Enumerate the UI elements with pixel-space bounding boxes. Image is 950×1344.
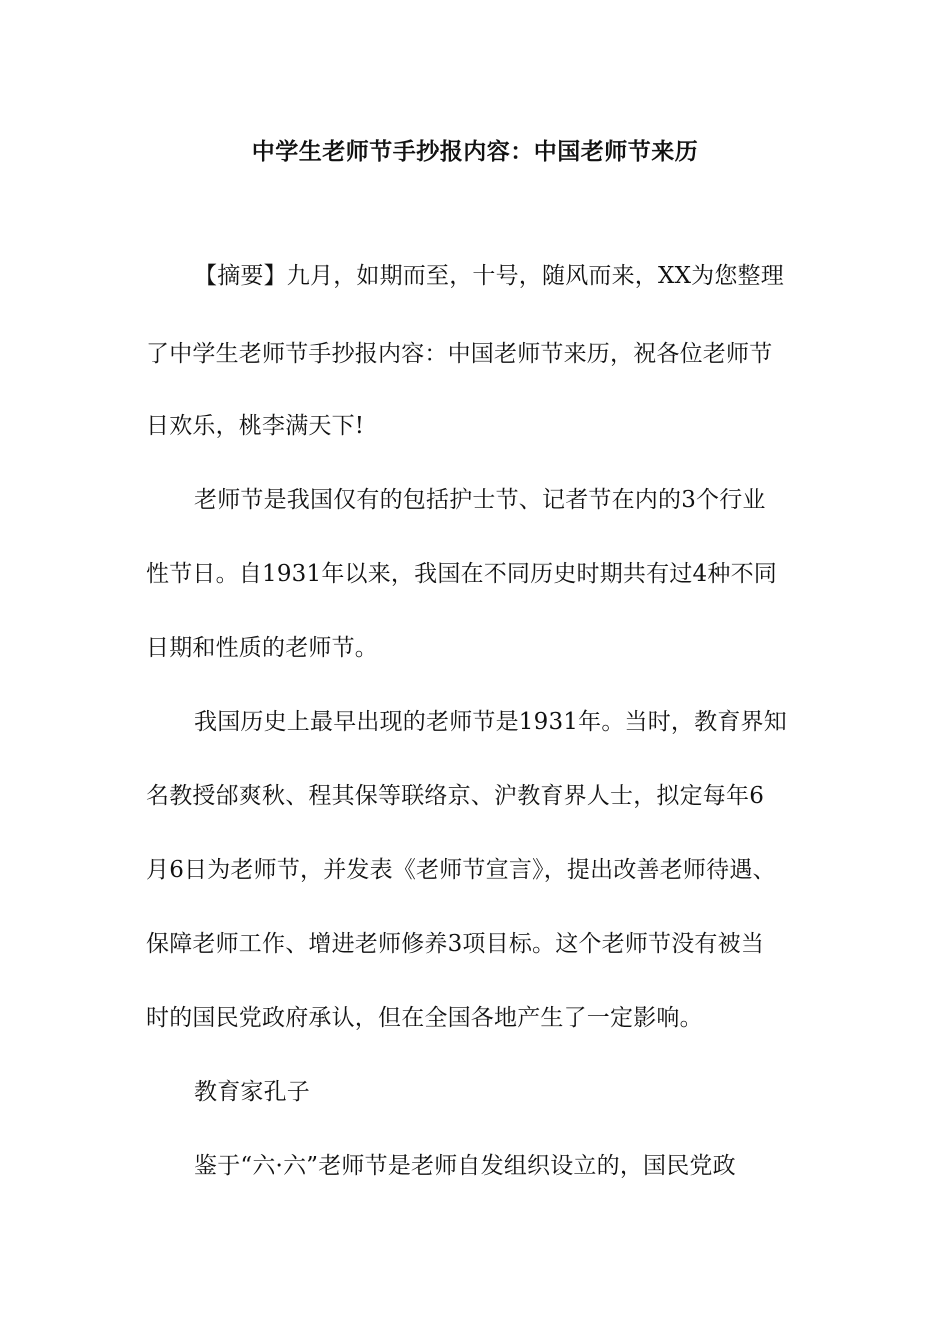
section-heading-confucius: 教育家孔子 [194,1079,310,1105]
paragraph-1-line-2: 性节日。自1931年以来，我国在不同历史时期共有过4种不同 [146,561,777,587]
document-title: 中学生老师节手抄报内容：中国老师节来历 [251,139,699,165]
paragraph-2-line-5: 时的国民党政府承认，但在全国各地产生了一定影响。 [146,1005,703,1031]
paragraph-2-line-2: 名教授邰爽秋、程其保等联络京、沪教育界人士，拟定每年6 [146,783,765,809]
paragraph-2-line-4: 保障老师工作、增进老师修养3项目标。这个老师节没有被当 [146,931,765,957]
abstract-line-2: 了中学生老师节手抄报内容：中国老师节来历，祝各位老师节 [146,341,773,367]
paragraph-1-line-1: 老师节是我国仅有的包括护士节、记者节在内的3个行业 [194,487,766,513]
paragraph-3-line-1: 鉴于“六·六”老师节是老师自发组织设立的，国民党政 [194,1153,736,1179]
abstract-line-1: 【摘要】九月，如期而至，十号，随风而来，XX为您整理 [194,263,784,289]
paragraph-1-line-3: 日期和性质的老师节。 [146,635,378,661]
paragraph-2-line-1: 我国历史上最早出现的老师节是1931年。当时，教育界知 [194,709,787,735]
abstract-line-3: 日欢乐，桃李满天下! [146,413,365,439]
paragraph-2-line-3: 月6日为老师节，并发表《老师节宣言》，提出改善老师待遇、 [146,857,776,883]
